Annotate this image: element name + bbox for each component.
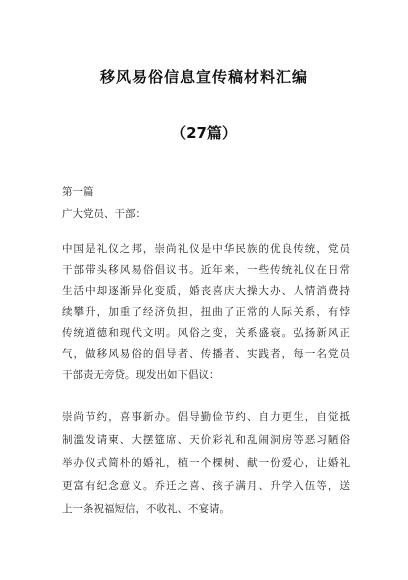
paragraph-line: 传统道德和现代文明。风俗之变，关系盛衰。弘扬新风正: [62, 327, 350, 339]
paragraph-line: 气，做移风易俗的倡导者、传播者、实践者，每一名党员: [62, 348, 350, 360]
paragraph-line: 生活中却逐渐异化变质，婚丧喜庆大操大办、人情消费持: [62, 285, 350, 297]
paragraph-line: 制滥发请柬、大摆筵席、天价彩礼和乱闹洞房等恶习陋俗: [62, 434, 350, 446]
salutation: 广大党员、干部：: [62, 208, 146, 220]
paragraph-line: 更富有纪念意义。乔迁之喜、孩子满月、升学入伍等，送: [62, 480, 350, 492]
paragraph-line: 续攀升，加重了经济负担，扭曲了正常的人际关系，有悖: [62, 306, 350, 318]
document-title: 移风易俗信息宣传稿材料汇编: [99, 68, 308, 86]
document-subtitle: （27篇）: [171, 124, 237, 142]
paragraph-line: 干部责无旁贷。现发出如下倡议：: [62, 369, 220, 381]
paragraph-line: 中国是礼仪之邦，崇尚礼仪是中华民族的优良传统，党员: [62, 243, 350, 255]
paragraph-line: 上一条祝福短信，不收礼、不宴请。: [62, 503, 230, 515]
section-heading: 第一篇: [62, 186, 94, 198]
paragraph-line: 干部带头移风易俗倡议书。近年来，一些传统礼仪在日常: [62, 264, 350, 276]
paragraph-line: 崇尚节约，喜事新办。倡导勤俭节约、自力更生，自觉抵: [62, 411, 350, 423]
paragraph-line: 举办仪式简朴的婚礼，植一个棵树、献一份爱心，让婚礼: [62, 457, 350, 469]
